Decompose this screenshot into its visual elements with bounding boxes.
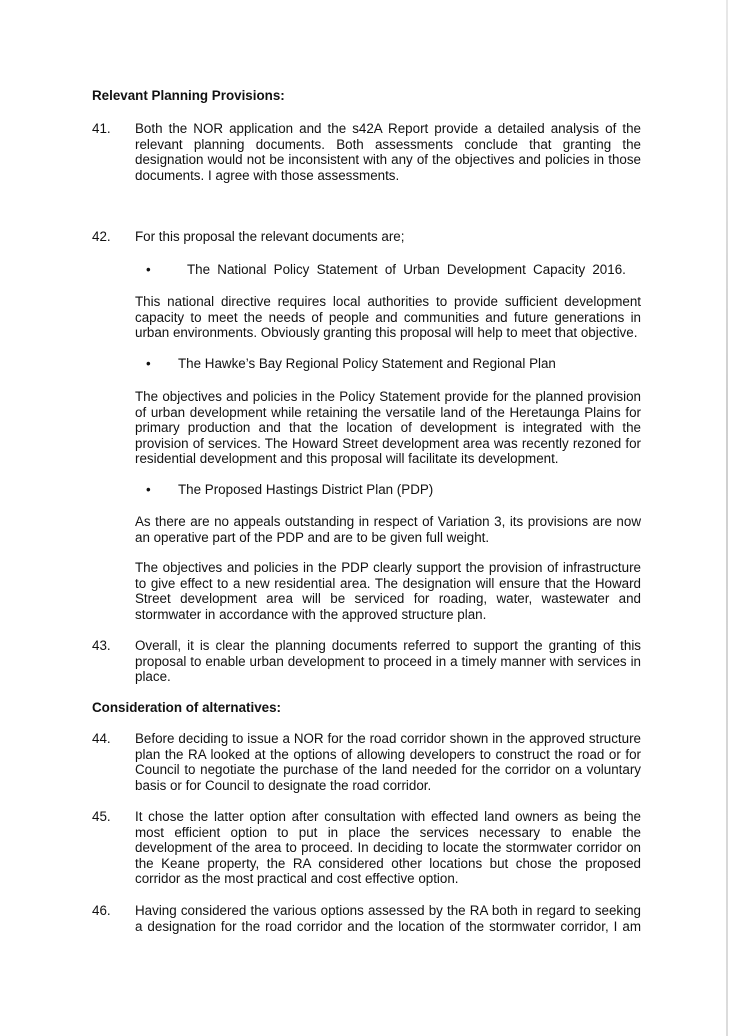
- document-list-item-npsudc: [146, 262, 641, 278]
- scan-edge: [726, 0, 728, 1036]
- paragraph-44: Before deciding to issue a NOR for the road corridor shown in the approved structure plan the RA looked at the options of allowing developers to construct the road or for Council to negotiate the purchase of the land needed for the corridor on a voluntary basis or for Council to designate the road corridor.: [135, 731, 641, 793]
- paragraph-41: Both the NOR application and the s42A Report provide a detailed analysis of the relevant planning documents. Both assessments conclude that granting the designation would not be inconsistent with any of the objectives and policies in those documents. I agree with those assessments.: [135, 121, 641, 183]
- document-title-pdp: The Proposed Hastings District Plan (PDP): [178, 482, 434, 497]
- document-text-pdp-2: The objectives and policies in the PDP clearly support the provision of infrastructure to give effect to a new residential area. The designation will ensure that the Howard Street development area will be serviced for roading, water, wastewater and stormwater in accordance with the approved structure plan.: [135, 560, 641, 622]
- paragraph-43: Overall, it is clear the planning documents referred to support the granting of this proposal to enable urban development to proceed in a timely manner with services in place.: [135, 638, 641, 685]
- bullet-icon: •: [146, 482, 151, 497]
- paragraph-number-44: 44.: [92, 731, 111, 746]
- bullet-icon: •: [146, 262, 151, 277]
- paragraph-46: Having considered the various options assessed by the RA both in regard to seeking a designation for the road corridor and the location of the stormwater corridor, I am: [135, 903, 641, 934]
- document-title-npsudc: The National Policy Statement of Urban Development Capacity 2016.: [187, 262, 626, 277]
- paragraph-42: For this proposal the relevant documents are;: [135, 229, 405, 244]
- document-title-hbrps: The Hawke’s Bay Regional Policy Statement and Regional Plan: [178, 356, 556, 371]
- paragraph-number-42: 42.: [92, 229, 111, 244]
- paragraph-number-41: 41.: [92, 121, 111, 136]
- document-text-npsudc: This national directive requires local authorities to provide sufficient development capacity to meet the needs of people and communities and future generations in urban environments. Obviously granting this proposal will help to meet that objective.: [135, 294, 641, 341]
- paragraph-number-43: 43.: [92, 638, 111, 653]
- paragraph-number-45: 45.: [92, 809, 111, 824]
- section-heading-alternatives: Consideration of alternatives:: [92, 700, 281, 715]
- bullet-icon: •: [146, 356, 151, 371]
- document-list-item-hbrps: [146, 356, 641, 372]
- document-list-item-pdp: [146, 482, 641, 498]
- document-text-hbrps: The objectives and policies in the Policy Statement provide for the planned provision of urban development while retaining the versatile land of the Heretaunga Plains for primary production and that the location of development is integrated with the provision of services. The Howard Street development area was recently rezoned for residential development and this proposal will facilitate its development.: [135, 389, 641, 467]
- document-text-pdp-1: As there are no appeals outstanding in respect of Variation 3, its provisions are now an operative part of the PDP and are to be given full weight.: [135, 514, 641, 545]
- section-heading-relevant-planning: Relevant Planning Provisions:: [92, 88, 285, 103]
- paragraph-45: It chose the latter option after consultation with effected land owners as being the most efficient option to put in place the services necessary to enable the development of the area to proceed. In deciding to locate the stormwater corridor on the Keane property, the RA considered other locations but chose the proposed corridor as the most practical and cost effective option.: [135, 809, 641, 887]
- paragraph-number-46: 46.: [92, 903, 111, 918]
